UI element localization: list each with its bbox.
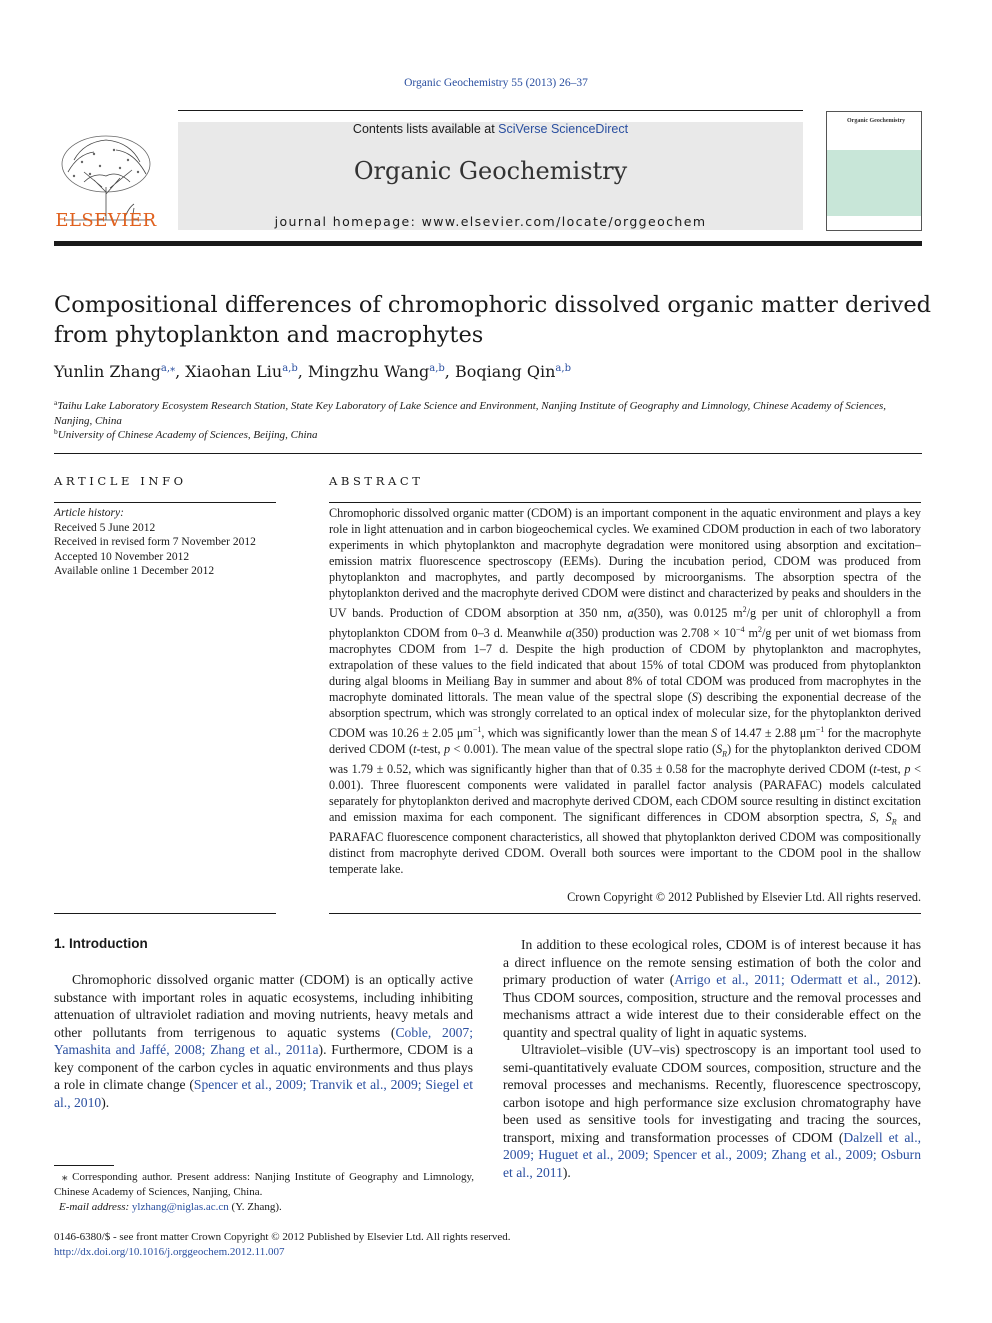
abstract-symbol: S: [869, 809, 876, 824]
doi-link[interactable]: http://dx.doi.org/10.1016/j.orggeochem.2012.11.007: [54, 1246, 285, 1258]
author-list: [54, 362, 571, 381]
abstract-symbol: a: [627, 605, 634, 620]
contents-line: [178, 122, 803, 136]
abstract-segment: < 0.001). Three fluorescent components were validated in parallel factor analysis (PARAFAC) models calculated separately for phytoplankton derived and macrophyte derived CDOM, each CDOM source resulting in distinct excitation and emission maxima for each component. The significant differences in CDOM absorption spectra,: [329, 761, 922, 824]
intro-right-column: [503, 936, 921, 1181]
citation-link[interactable]: Coble, 2007; Yamashita and Jaffé, 2008; Zhang et al., 2011a: [54, 1024, 473, 1057]
affiliation-b: [54, 424, 924, 443]
abstract-segment: -test,: [876, 761, 905, 776]
abstract-subscript: R: [891, 817, 897, 827]
abstract-superscript: 2: [757, 624, 762, 634]
abstract-rule: [329, 502, 921, 503]
history-revised: Received in revised form 7 November 2012: [54, 536, 256, 548]
article-info-bottom-rule: [54, 913, 276, 914]
abstract-heading: ABSTRACT: [329, 474, 424, 488]
abstract-symbol: p: [443, 741, 451, 756]
abstract-superscript: −4: [736, 624, 745, 634]
citation-link[interactable]: Spencer et al., 2009; Tranvik et al., 2009; Siegel et al., 2010: [54, 1077, 473, 1110]
history-online: Available online 1 December 2012: [54, 565, 215, 577]
abstract-symbol: p: [904, 761, 911, 776]
abstract-symbol: S: [691, 689, 698, 704]
author-separator: ,: [175, 362, 186, 381]
abstract-segment: m: [744, 625, 758, 640]
email-label: E-mail address:: [59, 1201, 130, 1213]
abstract-bottom-rule: [329, 913, 921, 914]
history-label: Article history:: [54, 507, 124, 519]
article-title: Compositional differences of chromophoric dissolved organic matter derived from phytoplankton and macrophytes: [54, 292, 932, 348]
intro-left-column: [54, 971, 473, 1111]
body-text: Chromophoric dissolved organic matter (CDOM) is an optically active substance with important roles in aquatic ecosystems, including inhibiting attenuation of ultraviolet radiation and moving nutrients, heavy metals and other pollutants from terrigenous to aquatic systems (: [54, 972, 473, 1040]
abstract-segment: Chromophoric dissolved organic matter (CDOM) is an important component in the aquatic environment and plays a key role in light attenuation and in carbon biogeochemical cycles. We examined CDOM production in each of two laboratory experiments in which phytoplankton and macrophyte degradation were monitored using absorption and excitation–emission matrix fluorescence spectroscopy (EEMs). During the incubation period, CDOM was produced from phytoplankton and macrophytes, and partly decomposed by microorganisms. The absorption spectra of the phytoplankton derived and the macrophyte derived CDOM were distinct and characterized by peaks and shoulders in the UV bands. Production of CDOM absorption at 350 nm,: [329, 506, 921, 620]
author-name[interactable]: Mingzhu Wang: [307, 362, 430, 381]
author-name[interactable]: Yunlin Zhang: [54, 362, 161, 381]
abstract-segment: and PARAFAC fluorescence component characteristics, all showed that phytoplankton derived CDOM was compositionally distinct from macrophyte derived CDOM. Overall both sources were important to the CDOM pool in the shallow temperate lake.: [329, 809, 922, 877]
footnote-text: Corresponding author. Present address: Nanjing Institute of Geography and Limnology, Chinese Academy of Sciences, Nanjing, China.: [54, 1171, 474, 1198]
corresponding-author-footnote: [54, 1170, 474, 1215]
abstract-subscript: R: [722, 748, 728, 758]
cover-title: Organic Geochemistry: [847, 118, 906, 124]
abstract-segment: /g per unit of chlorophyll a from phytoplankton CDOM from 0–3 d. Meanwhile: [329, 605, 921, 640]
article-info-rule: [54, 502, 276, 503]
publisher-name[interactable]: ELSEVIER: [55, 210, 157, 231]
cover-footer: [827, 216, 921, 230]
abstract-symbol: S: [716, 741, 723, 756]
intro-paragraph: [503, 1041, 921, 1181]
journal-citation[interactable]: Organic Geochemistry 55 (2013) 26–37: [404, 77, 588, 89]
abstract-copyright: Crown Copyright © 2012 Published by Elsevier Ltd. All rights reserved.: [567, 890, 921, 904]
email-link[interactable]: ylzhang@niglas.ac.cn: [131, 1201, 229, 1213]
author-separator: ,: [444, 362, 455, 381]
sciencedirect-link[interactable]: SciVerse ScienceDirect: [498, 122, 629, 136]
author-affiliation-mark[interactable]: a,⁎: [160, 363, 176, 374]
abstract-superscript: 2: [742, 604, 747, 614]
footnote-rule: [54, 1165, 114, 1166]
abstract-symbol: S: [885, 809, 892, 824]
intro-paragraph: [503, 936, 921, 1041]
front-matter: [54, 1230, 511, 1260]
abstract-segment: ,: [875, 809, 886, 824]
masthead-rule: [54, 241, 922, 246]
journal-cover-icon[interactable]: [826, 111, 922, 231]
affiliation-mark: b: [54, 427, 58, 436]
author-affiliation-mark[interactable]: a,b: [282, 363, 298, 374]
article-info-heading: ARTICLE INFO: [54, 474, 187, 488]
body-text: Ultraviolet–visible (UV–vis) spectroscopy is an important tool used to semi-quantitatively evaluate CDOM sources, composition, structure and the removal processes and mechanisms. Recently, fluorescence spectroscopy, carbon isotope and high performance size exclusion chromatography have been used as sensitive tools for investigating and tracing the sources, transport, mixing and transformation processes of CDOM (: [503, 1042, 921, 1145]
abstract-segment: /g per unit of wet biomass from macrophytes CDOM from 1–7 d. Despite the high production of CDOM by phytoplankton and macrophytes, extrapolation of these values to the field indicated that about 15% of total CDOM was produced from phytoplankton during algal blooms in Meiliang Bay in summer and about 8% of total CDOM was produced from macrophytes in the macrophyte dominated littorals. The mean value of the spectral slope (: [329, 625, 922, 704]
body-text: ). Thus CDOM sources, composition, structure and the removal processes and mechanisms attract a wide interest due to their considerable effect on the quantity and spectral quality of light in aquatic systems.: [503, 972, 921, 1040]
citation-link[interactable]: Dalzell et al., 2009; Huguet et al., 2009; Spencer et al., 2009; Zhang et al., 2009; Osburn et al., 2011: [503, 1129, 921, 1180]
abstract-segment: of 14.47 ± 2.88 μm: [717, 725, 816, 740]
body-text: ).: [562, 1164, 571, 1180]
article-history: [54, 506, 276, 579]
cover-band: [827, 150, 921, 220]
footnote-mark: ⁎: [62, 1171, 68, 1183]
abstract-segment: (350), was 0.0125 m: [633, 605, 743, 620]
author-affiliation-mark[interactable]: a,b: [555, 363, 571, 374]
abstract-superscript: −1: [815, 724, 825, 734]
abstract-segment: -test,: [416, 741, 444, 756]
history-accepted: Accepted 10 November 2012: [54, 550, 190, 563]
abstract-segment: ) describing the exponential decrease of the absorption spectrum, which was strongly correlated to an optical index of molecular size, for the phytoplankton derived CDOM was 10.26 ± 2.05 μm: [329, 689, 921, 740]
abstract-segment: < 0.001). The mean value of the spectral slope ratio (: [450, 741, 717, 756]
history-received: Received 5 June 2012: [54, 521, 156, 534]
abstract-segment: ) for the phytoplankton derived CDOM was 1.79 ± 0.52, which was significantly higher than that of 0.35 ± 0.58 for the macrophyte derived CDOM (: [329, 741, 922, 776]
abstract-symbol: a: [565, 625, 572, 640]
abstract-text: [329, 506, 921, 878]
abstract-segment: for the macrophyte derived CDOM (: [329, 725, 921, 756]
abstract-segment: , which was significantly lower than the mean: [481, 725, 712, 740]
section-heading-introduction: 1. Introduction: [54, 936, 148, 951]
issn-line: 0146-6380/$ - see front matter Crown Copyright © 2012 Published by Elsevier Ltd. All rights reserved.: [54, 1231, 511, 1243]
abstract-superscript: −1: [472, 724, 482, 734]
affiliation-text: Taihu Lake Laboratory Ecosystem Research Station, State Key Laboratory of Lake Science and Environment, Nanjing Institute of Geography and Limnology, Chinese Academy of Sciences, Nanjing, China: [54, 400, 886, 427]
abstract-symbol: S: [711, 725, 718, 740]
affiliation-mark: a: [54, 398, 58, 407]
body-text: ). Furthermore, CDOM is a key component of the carbon cycles in aquatic environments and thus plays a role in climate change (: [54, 1042, 473, 1092]
author-name[interactable]: Boqiang Qin: [454, 362, 556, 381]
author-separator: ,: [297, 362, 308, 381]
email-suffix: (Y. Zhang).: [228, 1201, 282, 1213]
author-affiliation-mark[interactable]: a,b: [429, 363, 445, 374]
affiliation-rule: [54, 453, 922, 454]
journal-homepage[interactable]: journal homepage: www.elsevier.com/locate/orggeochem: [274, 214, 707, 229]
author-name[interactable]: Xiaohan Liu: [185, 362, 283, 381]
contents-prefix: Contents lists available at: [352, 122, 499, 136]
abstract-symbol: t: [873, 761, 877, 776]
journal-title[interactable]: Organic Geochemistry: [353, 157, 628, 185]
body-text: ).: [101, 1094, 110, 1110]
citation-link[interactable]: Arrigo et al., 2011; Odermatt et al., 2012: [674, 972, 914, 987]
abstract-segment: (350) production was 2.708 × 10: [571, 625, 737, 640]
journal-masthead: [178, 122, 803, 230]
intro-paragraph: [54, 971, 473, 1111]
header-rule: [178, 110, 803, 111]
affiliation-text: University of Chinese Academy of Sciences, Beijing, China: [57, 429, 318, 441]
abstract-symbol: t: [413, 741, 417, 756]
body-text: In addition to these ecological roles, CDOM is of interest because it has a direct influence on the remote sensing estimation of both the color and primary production of water (: [503, 937, 921, 987]
